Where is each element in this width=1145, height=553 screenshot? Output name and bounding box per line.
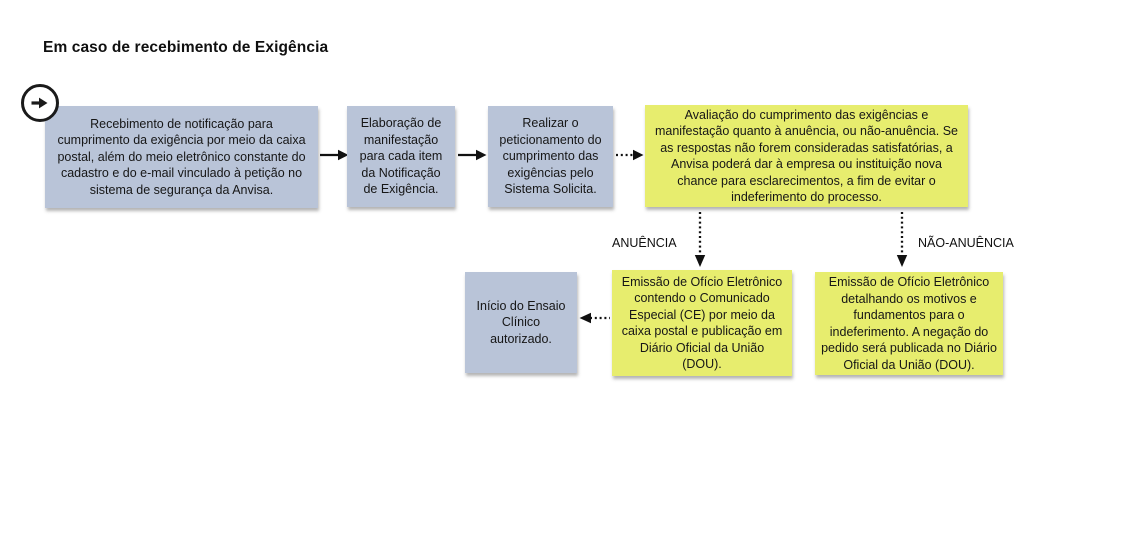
node-text: Emissão de Ofício Eletrônico detalhando os motivos e fundamentos para o indeferimento. A negação do pedido será publicada no Diário Oficial da União (DOU). [821,275,997,372]
node-clinical-trial-start [465,272,577,373]
node-text: Início do Ensaio Clínico autorizado. [476,298,566,346]
node-text: Avaliação do cumprimento das exigências e manifestação quanto à anuência, ou não-anuência. Se as respostas não forem consideradas satisfatórias, a Anvisa poderá dar à empresa ou instituição nova chance para esclarecimentos, a fim de evitar o indeferimento do processo. [654,107,958,204]
page-title: Em caso de recebimento de Exigência [43,39,329,56]
start-node [21,84,59,122]
branch-label-anuencia: ANUÊNCIA [612,236,677,250]
arrow-left-dotted-icon [579,312,610,324]
node-text: Elaboração de manifestação para cada item da Notificação de Exigência. [359,116,443,197]
arrow-right-solid-icon [458,149,487,161]
node-rejection-notice [815,272,1003,375]
arrow-right-circle-icon [27,90,53,116]
node-approval-notice [612,270,792,376]
node-evaluation [645,105,968,207]
node-notification-receipt [45,106,318,208]
arrow-down-dotted-icon [896,212,908,268]
node-manifestation [347,106,455,207]
node-text: Realizar o peticionamento do cumprimento das exigências pelo Sistema Solicita. [499,116,602,197]
arrow-right-dotted-icon [616,149,644,161]
node-text: Recebimento de notificação para cumprimento da exigência por meio da caixa postal, além do meio eletrônico constante do cadastro e do e-mail vinculado à petição no sistema de segurança da Anvisa. [57,116,306,197]
arrow-down-dotted-icon [694,212,706,268]
arrow-right-solid-icon [320,149,349,161]
branch-label-nao-anuencia: NÃO-ANUÊNCIA [918,236,1014,250]
node-petition [488,106,613,207]
node-text: Emissão de Ofício Eletrônico contendo o Comunicado Especial (CE) por meio da caixa postal e publicação em Diário Oficial da União (DOU). [621,274,783,371]
